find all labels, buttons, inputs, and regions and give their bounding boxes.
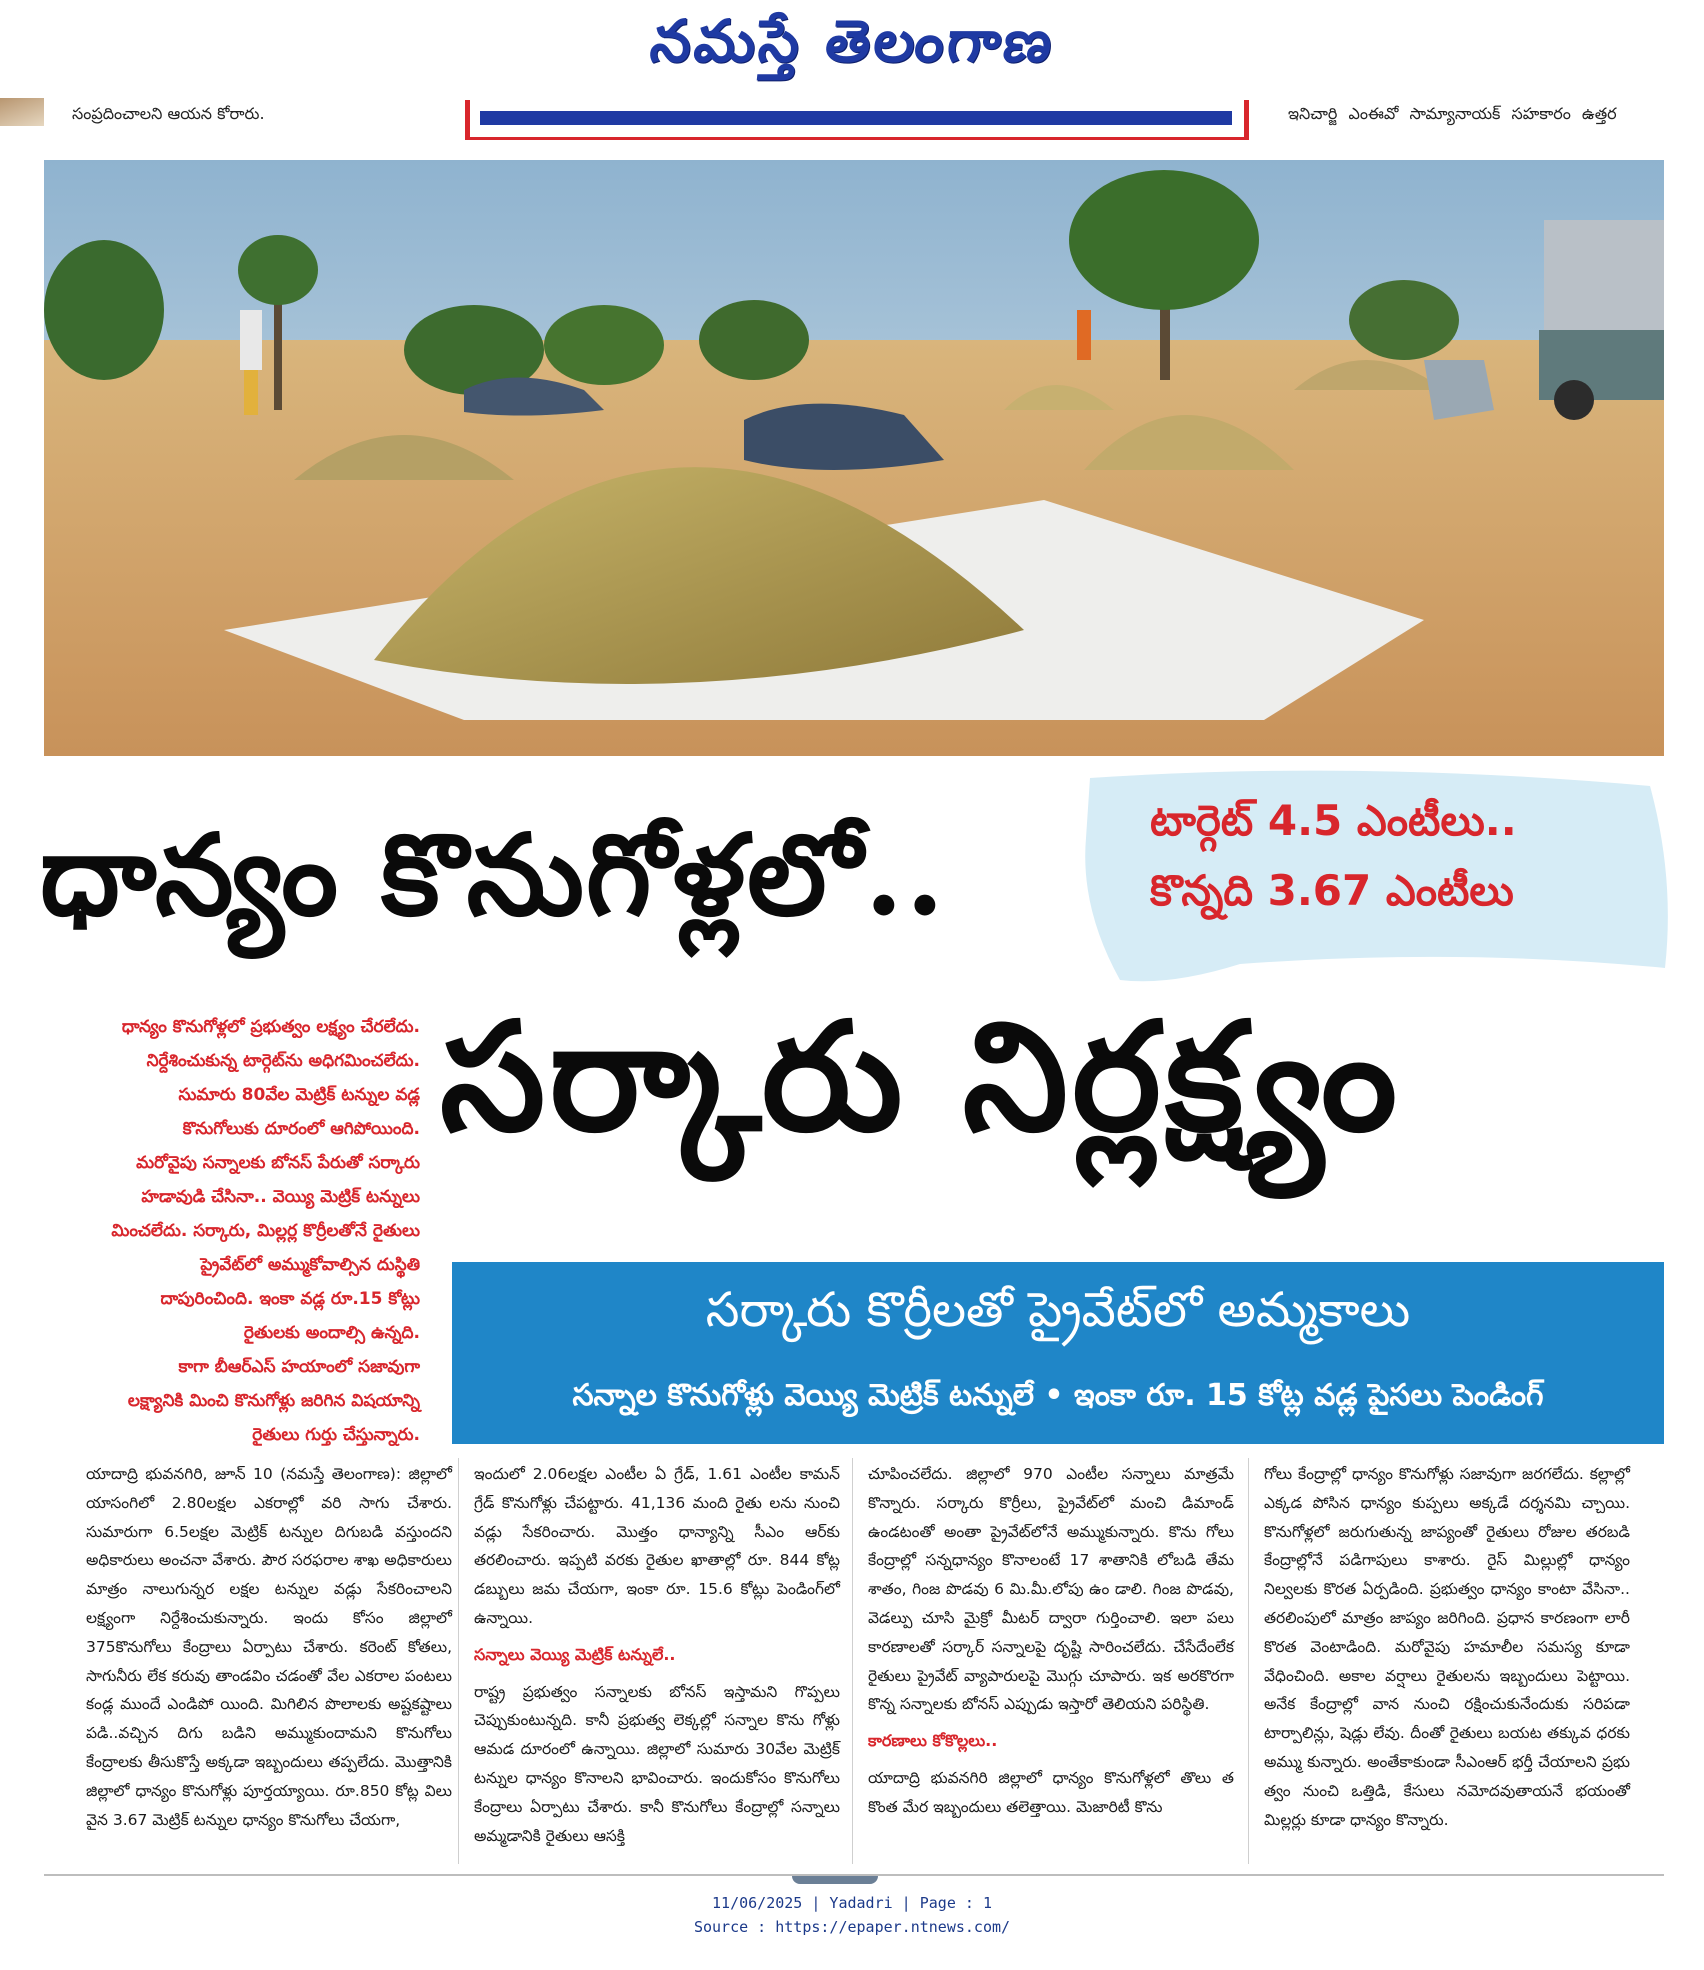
edition-info: 11/06/2025 | Yadadri | Page : 1 [712, 1894, 992, 1912]
paddy-field-photo [44, 160, 1664, 756]
column-divider [1248, 1458, 1249, 1864]
body-column-1 [86, 1460, 452, 1834]
strip-left-text: సంప్రదించాలని ఆయన కోరారు. [72, 104, 265, 123]
column-divider [458, 1458, 459, 1864]
summary-line: ధాన్యం కొనుగోళ్లలో ప్రభుత్వం లక్ష్యం చేరలేదు. [121, 1017, 420, 1037]
body-column-4 [1264, 1460, 1630, 1834]
summary-line: ప్రైవేట్‌లో అమ్ముకోవాల్సిన దుస్థితి [200, 1255, 420, 1275]
summary-intro [48, 1010, 420, 1452]
summary-line: నిర్దేశించుకున్న టార్గెట్‌ను అధిగమించలేదు. [146, 1051, 420, 1071]
summary-line: రైతులు గుర్తు చేస్తున్నారు. [252, 1425, 420, 1445]
next-photo-fragment [792, 1876, 878, 1884]
body-column-2 [474, 1460, 840, 1850]
banner-line-1: సర్కారు కొర్రీలతో ప్రైవేట్‌లో అమ్మకాలు [705, 1282, 1411, 1338]
banner-line-2: సన్నాల కొనుగోళ్లు వెయ్యి మెట్రిక్ టన్నులే • ఇంకా రూ. 15 కోట్ల వడ్ల పైసలు పెండింగ్ [572, 1378, 1544, 1413]
body-paragraph: యాదాద్రి భువనగిరి జిల్లాలో ధాన్యం కొనుగోళ్లలో తొలు త కొంత మేర ఇబ్బందులు తలెత్తాయి. మెజారిటీ కొను [868, 1768, 1234, 1816]
decorative-blue-bar [480, 111, 1232, 125]
summary-line: మించలేదు. సర్కారు, మిల్లర్ల కొర్రీలతోనే రైతులు [111, 1221, 420, 1241]
newspaper-title: నమస్తే తెలంగాణ [647, 6, 1059, 75]
body-paragraph: రాష్ట్ర ప్రభుత్వం సన్నాలకు బోనస్ ఇస్తామని గొప్పలు చెప్పుకుంటున్నది. కానీ ప్రభుత్వ లెక్కల్లో సన్నాల కొను గోళ్లు ఆమడ దూరంలో ఉన్నాయి. జిల్లాలో సుమారు 30వేల మెట్రిక్ టన్నుల ధాన్యం కొనాలని భావించారు. ఇందుకోసం కొనుగోలు కేంద్రాలు ఏర్పాటు చేశారు. కానీ కొనుగోలు కేంద్రాల్లో సన్నాలు అమ్మడానికి రైతులు ఆసక్తి [474, 1682, 840, 1845]
strip-right-text: ఇనిచార్జి ఎంఈవో సామ్యానాయక్ సహకారం ఉత్తర [1288, 104, 1617, 123]
summary-line: కొనుగోలుకు దూరంలో ఆగిపోయింది. [182, 1119, 420, 1139]
headline-line-2: సర్కారు నిర్లక్ష్యం [440, 989, 1402, 1165]
headline-line-1: ధాన్యం కొనుగోళ్లలో.. [40, 810, 947, 941]
body-paragraph: యాదాద్రి భువనగిరి, జూన్ 10 (నమస్తే తెలంగాణ): జిల్లాలో యాసంగిలో 2.80లక్షల ఎకరాల్లో వరి సాగు చేశారు. సుమారుగా 6.5లక్షల మెట్రిక్ టన్నుల దిగుబడి వస్తుందని అధికారులు అంచనా వేశారు. పౌర సరఫరాల శాఖ అధికారులు మాత్రం నాలుగున్నర లక్షల టన్నుల వడ్లు సేకరించాలని లక్ష్యంగా నిర్దేశించుకున్నారు. ఇందు కోసం జిల్లాలో 375కొనుగోలు కేంద్రాలు ఏర్పాటు చేశారు. కరెంట్ కోతలు, సాగునీరు లేక కరువు తాండవిం చడంతో వేల ఎకరాల పంటలు కండ్ల ముందే ఎండిపో యింది. మిగిలిన పొలాలకు అష్టకష్టాలు పడి..వచ్చిన దిగు బడిని అమ్ముకుందామని కొనుగోలు కేంద్రాలకు తీసుకొస్తే అక్కడా ఇబ్బందులు తప్పలేదు. మొత్తానికి జిల్లాలో ధాన్యం కొనుగోళ్లు పూర్తయ్యాయి. రూ.850 కోట్ల విలు వైన 3.67 మెట్రిక్ టన్నుల ధాన్యం కొనుగోలు చేయగా, [86, 1465, 452, 1829]
summary-line: హడావుడి చేసినా.. వెయ్యి మెట్రిక్ టన్నులు [141, 1187, 420, 1207]
section-subheading: కారణాలు కోకొల్లలు.. [868, 1731, 998, 1751]
body-paragraph: ఇందులో 2.06లక్షల ఎంటీల ఏ గ్రేడ్, 1.61 ఎంటీల కామన్ గ్రేడ్ కొనుగోళ్లు చేపట్టారు. 41,136 మంది రైతు లను నుంచి వడ్లు సేకరించారు. మొత్తం ధాన్యాన్ని సీఎం ఆర్‌కు తరలించారు. ఇప్పటి వరకు రైతుల ఖాతాల్లో రూ. 844 కోట్ల డబ్బులు జమ చేయగా, ఇంకా రూ. 15.6 కోట్లు పెండింగ్‌లో ఉన్నాయి. [474, 1465, 840, 1627]
target-callout: టార్గెట్ 4.5 ఎంటీలు.. [1150, 796, 1517, 845]
body-paragraph: చూపించలేదు. జిల్లాలో 970 ఎంటీల సన్నాలు మాత్రమే కొన్నారు. సర్కారు కొర్రీలు, ప్రైవేట్‌లో మంచి డిమాండ్ ఉండటంతో అంతా ప్రైవేట్‌లోనే అమ్ముకున్నారు. కొను గోలు కేంద్రాల్లో సన్నధాన్యం కొనాలంటే 17 శాతానికి లోబడి తేమ శాతం, గింజ పొడవు 6 మి.మీ.లోపు ఉం డాలి. గింజ పొడవు, వెడల్పు చూసి మైక్రో మీటర్ ద్వారా గుర్తించాలి. ఇలా పలు కారణాలతో సర్కార్ సన్నాలపై దృష్టి సారించలేదు. చేసేదేంలేక రైతులు ప్రైవేట్ వ్యాపారులపై మొగ్గు చూపారు. ఇక అరకొరగా కొన్న సన్నాలకు బోనస్ ఎప్పుడు ఇస్తారో తెలియని పరిస్థితి. [868, 1465, 1234, 1714]
summary-line: దాపురించింది. ఇంకా వడ్ల రూ.15 కోట్లు [160, 1289, 420, 1309]
summary-line: సుమారు 80వేల మెట్రిక్ టన్నుల వడ్ల [178, 1085, 420, 1105]
section-subheading: సన్నాలు వెయ్యి మెట్రిక్ టన్నులే.. [474, 1644, 676, 1664]
summary-line: లక్ష్యానికి మించి కొనుగోళ్లు జరిగిన విషయాన్ని [127, 1391, 420, 1411]
masthead [0, 0, 1704, 96]
purchased-callout: కొన్నది 3.67 ఎంటీలు [1150, 866, 1514, 915]
summary-line: మరోవైపు సన్నాలకు బోనస్ పేరుతో సర్కారు [136, 1153, 420, 1173]
body-column-3 [868, 1460, 1234, 1822]
summary-line: కాగా బీఆర్ఎస్ హయాంలో సజావుగా [178, 1357, 420, 1377]
column-divider [852, 1458, 853, 1864]
photo-fragment [0, 98, 44, 126]
body-paragraph: గోలు కేంద్రాల్లో ధాన్యం కొనుగోళ్లు సజావుగా జరగలేదు. కల్లాల్లో ఎక్కడ పోసిన ధాన్యం కుప్పలు అక్కడే దర్శనమి చ్చాయి. కొనుగోళ్లలో జరుగుతున్న జాప్యంతో రైతులు రోజుల తరబడి కేంద్రాల్లోనే పడిగాపులు కాశారు. రైస్ మిల్లుల్లో ధాన్యం నిల్వలకు కొరత ఏర్పడింది. ప్రభుత్వం ధాన్యం కాంటా వేసినా.. తరలింపులో మాత్రం జాప్యం జరిగింది. ప్రధాన కారణంగా లారీ కొరత వెంటాడింది. మరోవైపు హమాలీల సమస్య కూడా వేధించింది. అకాల వర్షాలు రైతులను ఇబ్బందులు పెట్టాయి. అనేక కేంద్రాల్లో వాన నుంచి రక్షించుకునేందుకు సరిపడా టార్పాలిన్లు, షెడ్లు లేవు. దీంతో రైతులు బయట తక్కువ ధరకు అమ్ము కున్నారు. అంతేకాకుండా సీఎంఆర్ భర్తీ చేయాలని ప్రభు త్వం నుంచి ఒత్తిడి, కేసులు నమోదవుతాయనే భయంతో మిల్లర్లు కూడా ధాన్యం కొన్నారు. [1264, 1465, 1630, 1829]
source-link[interactable]: Source : https://epaper.ntnews.com/ [693, 1918, 1011, 1936]
summary-line: రైతులకు అందాల్సి ఉన్నది. [243, 1323, 420, 1343]
